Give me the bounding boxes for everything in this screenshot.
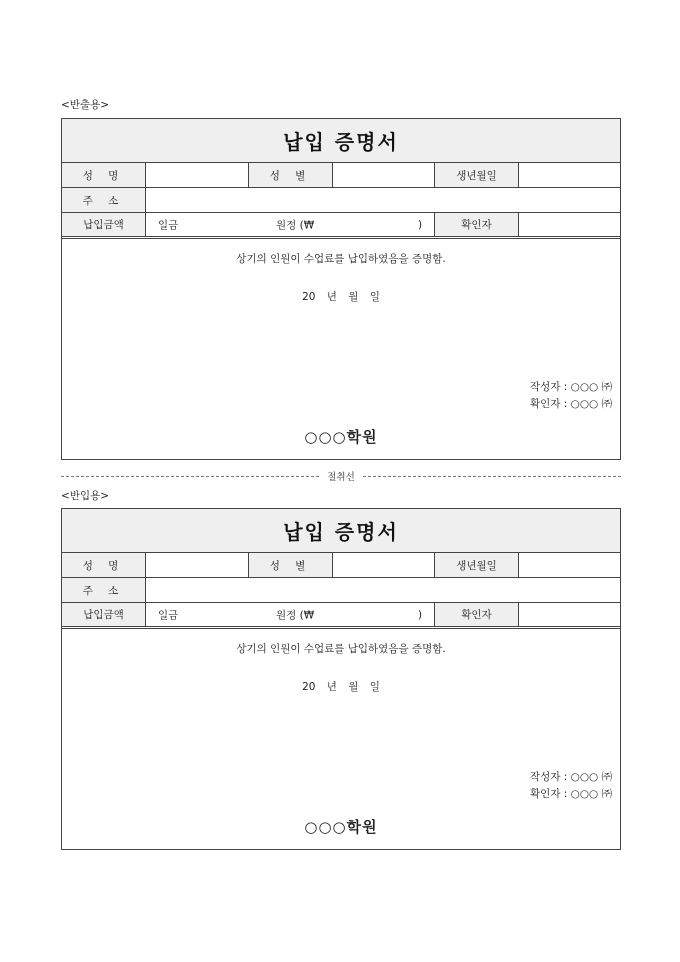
field-amount[interactable] bbox=[146, 213, 435, 236]
amount-won: 원정 (₩ bbox=[276, 219, 315, 231]
form-title: 납입 증명서 bbox=[62, 119, 620, 163]
label-name: 성 명 bbox=[62, 163, 146, 187]
date-line: 20 년 월 일 bbox=[302, 681, 380, 693]
confirmer-line: 확인자 : ○○○ ㈜ bbox=[530, 398, 612, 410]
label-gender: 성 별 bbox=[249, 553, 333, 577]
cut-line-dash-left bbox=[61, 476, 319, 477]
payment-certificate-import bbox=[61, 508, 621, 850]
row-address bbox=[62, 188, 620, 213]
label-confirmer: 확인자 bbox=[435, 213, 519, 236]
field-gender[interactable] bbox=[333, 553, 435, 577]
copy-label-import: <반입용> bbox=[61, 490, 110, 502]
date-line: 20 년 월 일 bbox=[302, 291, 380, 303]
certification-statement: 상기의 인원이 수업료를 납입하였음을 증명함. bbox=[236, 643, 446, 655]
field-birthdate[interactable] bbox=[519, 163, 620, 187]
row-name-gender-birth bbox=[62, 163, 620, 188]
field-birthdate[interactable] bbox=[519, 553, 620, 577]
amount-won: 원정 (₩ bbox=[276, 609, 315, 621]
label-birthdate: 생년월일 bbox=[435, 163, 519, 187]
payment-certificate-export bbox=[61, 118, 621, 460]
certification-statement: 상기의 인원이 수업료를 납입하였음을 증명함. bbox=[236, 253, 446, 265]
certificate-body bbox=[62, 629, 620, 849]
field-amount[interactable] bbox=[146, 603, 435, 626]
label-gender: 성 별 bbox=[249, 163, 333, 187]
field-name[interactable] bbox=[146, 553, 249, 577]
amount-prefix: 일금 bbox=[158, 219, 179, 231]
row-amount bbox=[62, 603, 620, 629]
copy-label-export: <반출용> bbox=[61, 99, 110, 111]
field-address[interactable] bbox=[146, 188, 620, 212]
label-payment-amount: 납입금액 bbox=[62, 213, 146, 236]
academy-name: ○○○학원 bbox=[304, 818, 378, 836]
field-confirmer[interactable] bbox=[519, 603, 620, 626]
label-confirmer: 확인자 bbox=[435, 603, 519, 626]
field-name[interactable] bbox=[146, 163, 249, 187]
field-address[interactable] bbox=[146, 578, 620, 602]
label-birthdate: 생년월일 bbox=[435, 553, 519, 577]
cut-line-label: 절취선 bbox=[327, 472, 355, 483]
label-address: 주 소 bbox=[62, 578, 146, 602]
certificate-body bbox=[62, 239, 620, 459]
label-address: 주 소 bbox=[62, 188, 146, 212]
cut-line bbox=[61, 469, 621, 483]
row-amount bbox=[62, 213, 620, 239]
academy-name: ○○○학원 bbox=[304, 428, 378, 446]
writer-line: 작성자 : ○○○ ㈜ bbox=[530, 771, 612, 783]
label-payment-amount: 납입금액 bbox=[62, 603, 146, 626]
label-name: 성 명 bbox=[62, 553, 146, 577]
amount-prefix: 일금 bbox=[158, 609, 179, 621]
amount-close: ) bbox=[418, 218, 423, 231]
form-title: 납입 증명서 bbox=[62, 509, 620, 553]
amount-close: ) bbox=[418, 608, 423, 621]
confirmer-line: 확인자 : ○○○ ㈜ bbox=[530, 788, 612, 800]
row-address bbox=[62, 578, 620, 603]
row-name-gender-birth bbox=[62, 553, 620, 578]
writer-line: 작성자 : ○○○ ㈜ bbox=[530, 381, 612, 393]
cut-line-dash-right bbox=[363, 476, 621, 477]
field-gender[interactable] bbox=[333, 163, 435, 187]
field-confirmer[interactable] bbox=[519, 213, 620, 236]
